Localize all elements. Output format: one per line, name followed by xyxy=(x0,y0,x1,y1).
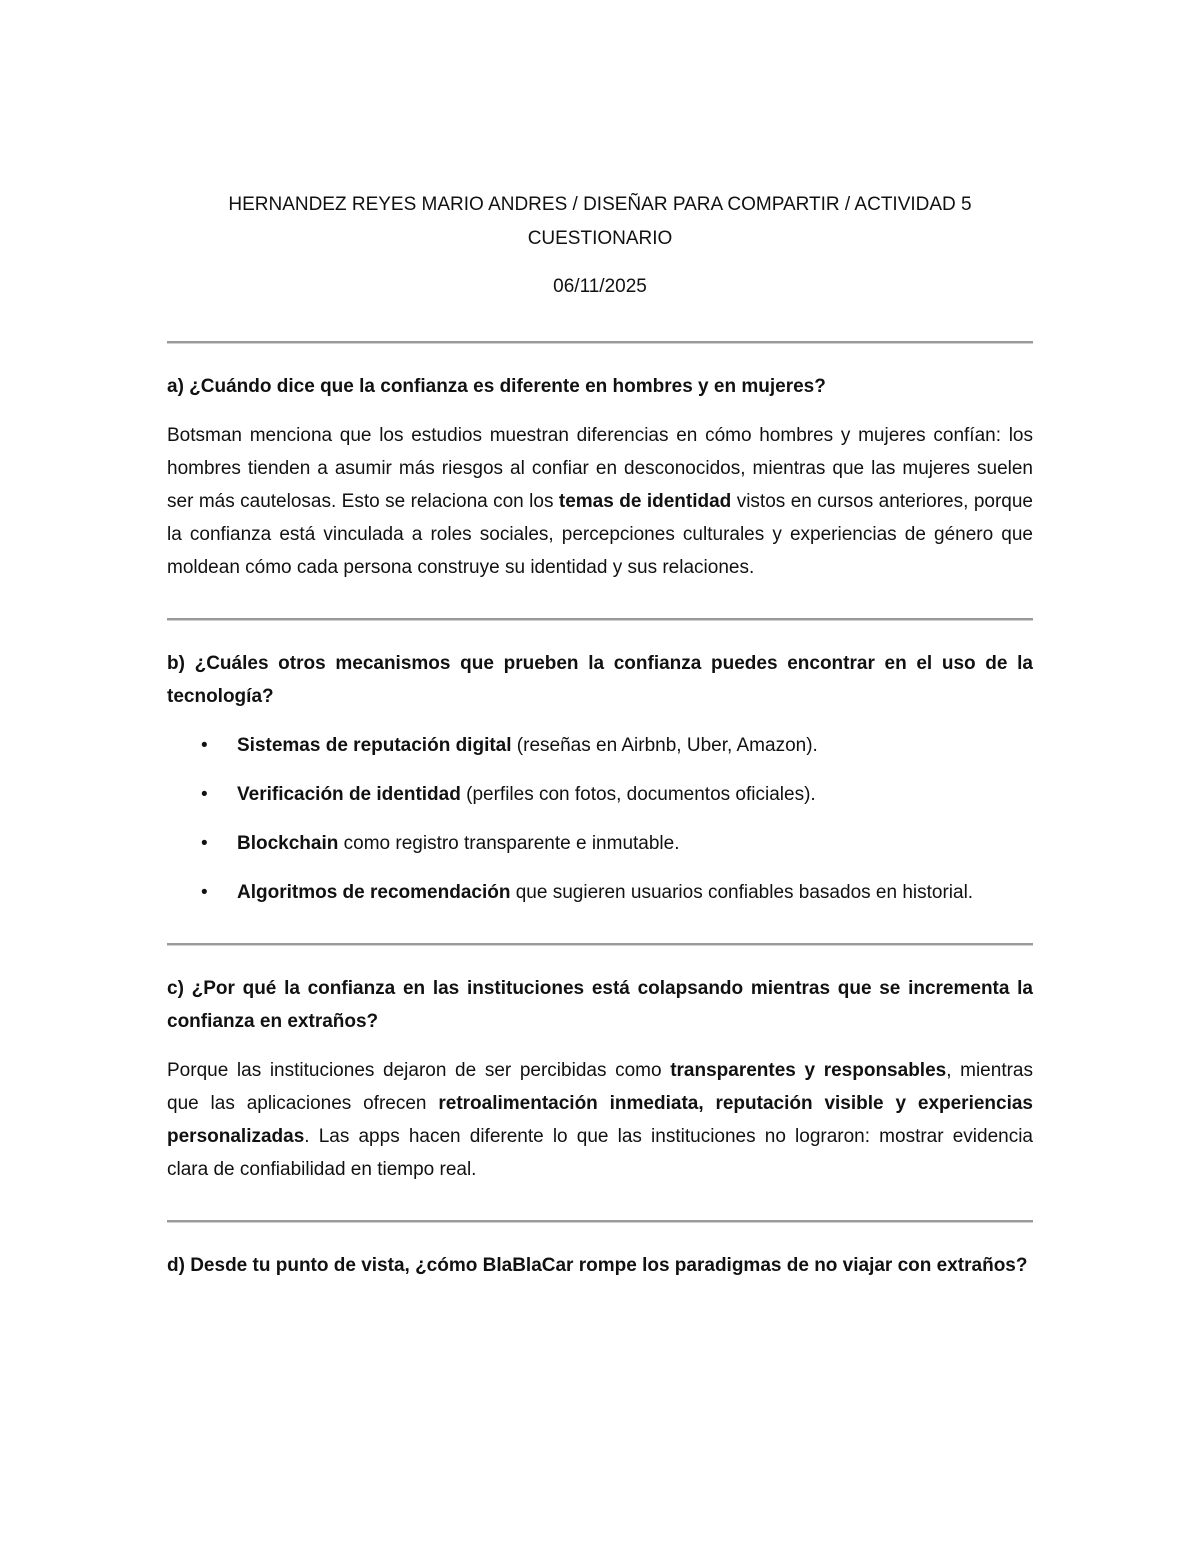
list-item xyxy=(167,876,1033,909)
document-content xyxy=(167,188,1033,1282)
answer-c-bold-2: retroalimentación inmediata, reputación visible y experiencias personalizadas xyxy=(167,1093,1034,1147)
question-b: b) ¿Cuáles otros mecanismos que prueben la confianza puedes encontrar en el uso de la tecnología? xyxy=(167,653,1033,707)
mechanisms-list xyxy=(167,729,1033,909)
question-a: a) ¿Cuándo dice que la confianza es diferente en hombres y en mujeres? xyxy=(167,376,826,397)
section-divider xyxy=(167,341,1033,344)
answer-a-text-1: Botsman menciona que los estudios muestran diferencias en cómo hombres y mujeres confían: los hombres tienden a asumir más riesgos al confiar en desconocidos, mientras que las mujeres suelen ser más cautelosas. Esto se relaciona con los xyxy=(167,425,1033,512)
answer-c-text-3: . Las apps hacen diferente lo que las instituciones no lograron: mostrar evidencia clara de confiabilidad en tiempo real. xyxy=(167,1126,1033,1180)
bullet-icon: • xyxy=(201,833,208,854)
bullet-icon: • xyxy=(201,784,208,805)
answer-c-text-2: , mientras que las aplicaciones ofrecen xyxy=(167,1060,1033,1114)
list-item-bold: Sistemas de reputación digital xyxy=(237,735,512,756)
list-item-text: (reseñas en Airbnb, Uber, Amazon). xyxy=(511,735,818,756)
list-item-bold: Blockchain xyxy=(237,833,339,854)
bullet-icon: • xyxy=(201,882,208,903)
answer-c-bold-1: transparentes y responsables xyxy=(670,1060,947,1081)
answer-a-bold-1: temas de identidad xyxy=(558,491,732,512)
section-divider xyxy=(167,618,1033,621)
list-item-bold: Algoritmos de recomendación xyxy=(237,882,511,903)
list-item-text: (perfiles con fotos, documentos oficiales). xyxy=(460,784,816,805)
list-item xyxy=(167,729,1033,762)
list-item-text: que sugieren usuarios confiables basados en historial. xyxy=(510,882,974,903)
list-item xyxy=(167,827,1033,860)
question-d: d) Desde tu punto de vista, ¿cómo BlaBlaCar rompe los paradigmas de no viajar con extraños? xyxy=(167,1255,1028,1276)
section-divider xyxy=(167,943,1033,946)
answer-c xyxy=(167,1054,1033,1186)
list-item-text: como registro transparente e inmutable. xyxy=(338,833,680,854)
document-subtitle: CUESTIONARIO xyxy=(527,228,673,249)
document-title: HERNANDEZ REYES MARIO ANDRES / DISEÑAR PARA COMPARTIR / ACTIVIDAD 5 xyxy=(228,194,972,215)
answer-c-text-1: Porque las instituciones dejaron de ser percibidas como xyxy=(167,1060,671,1081)
answer-a-text-2: vistos en cursos anteriores, porque la confianza está vinculada a roles sociales, percepciones culturales y experiencias de género que moldean cómo cada persona construye su identidad y sus relaciones. xyxy=(167,491,1033,578)
answer-a xyxy=(167,419,1033,584)
bullet-icon: • xyxy=(201,735,208,756)
document-date: 06/11/2025 xyxy=(553,276,647,297)
list-item xyxy=(167,778,1033,811)
section-divider xyxy=(167,1220,1033,1223)
list-item-bold: Verificación de identidad xyxy=(237,784,461,805)
question-c: c) ¿Por qué la confianza en las instituciones está colapsando mientras que se incrementa la confianza en extraños? xyxy=(167,978,1033,1032)
